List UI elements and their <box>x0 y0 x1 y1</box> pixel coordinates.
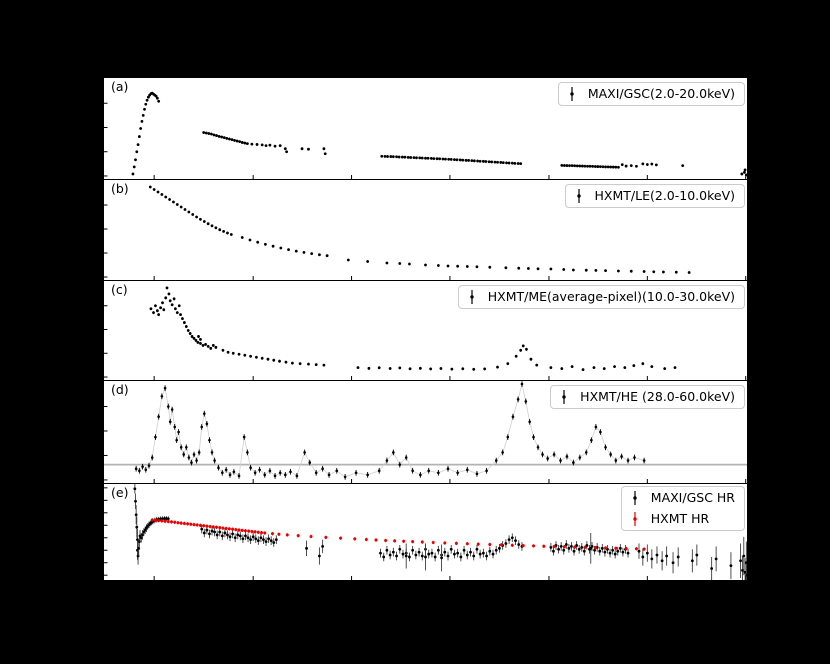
errorbar-marker-icon <box>558 389 570 405</box>
errorbar-marker-icon <box>629 511 641 527</box>
errorbar-marker-icon <box>566 86 578 102</box>
legend-label: HXMT/HE (28.0-60.0keV) <box>580 388 735 404</box>
legend-label: MAXI/GSC(2.0-20.0keV) <box>587 85 735 101</box>
panel-b <box>104 179 747 280</box>
errorbar-marker-icon <box>466 289 478 305</box>
panel-letter-c: (c) <box>111 282 128 297</box>
legend-label: MAXI/GSC HR <box>650 489 735 505</box>
panel-a <box>104 78 747 179</box>
panel-d <box>104 380 747 483</box>
legend-row <box>466 289 735 305</box>
legend-row <box>573 188 735 204</box>
panel-c-legend <box>458 285 745 309</box>
errorbar-marker-icon <box>629 490 641 506</box>
legend-row <box>558 389 735 405</box>
panel-letter-d: (d) <box>111 382 129 397</box>
legend-label: HXMT/LE(2.0-10.0keV) <box>594 187 735 203</box>
legend-label: HXMT/ME(average-pixel)(10.0-30.0keV) <box>487 288 735 304</box>
panel-d-legend <box>550 385 745 409</box>
panel-letter-b: (b) <box>111 181 129 196</box>
legend-row <box>629 490 735 506</box>
legend-row <box>566 86 735 102</box>
panel-c <box>104 280 747 380</box>
light-curve-figure <box>104 78 747 580</box>
panel-letter-e: (e) <box>111 485 129 500</box>
panel-b-legend <box>565 184 745 208</box>
legend-row <box>629 511 735 527</box>
panel-e-legend <box>621 486 745 531</box>
panel-a-legend <box>558 82 745 106</box>
legend-label: HXMT HR <box>650 510 710 526</box>
panel-letter-a: (a) <box>111 79 129 94</box>
panel-e <box>104 483 747 580</box>
errorbar-marker-icon <box>573 188 585 204</box>
